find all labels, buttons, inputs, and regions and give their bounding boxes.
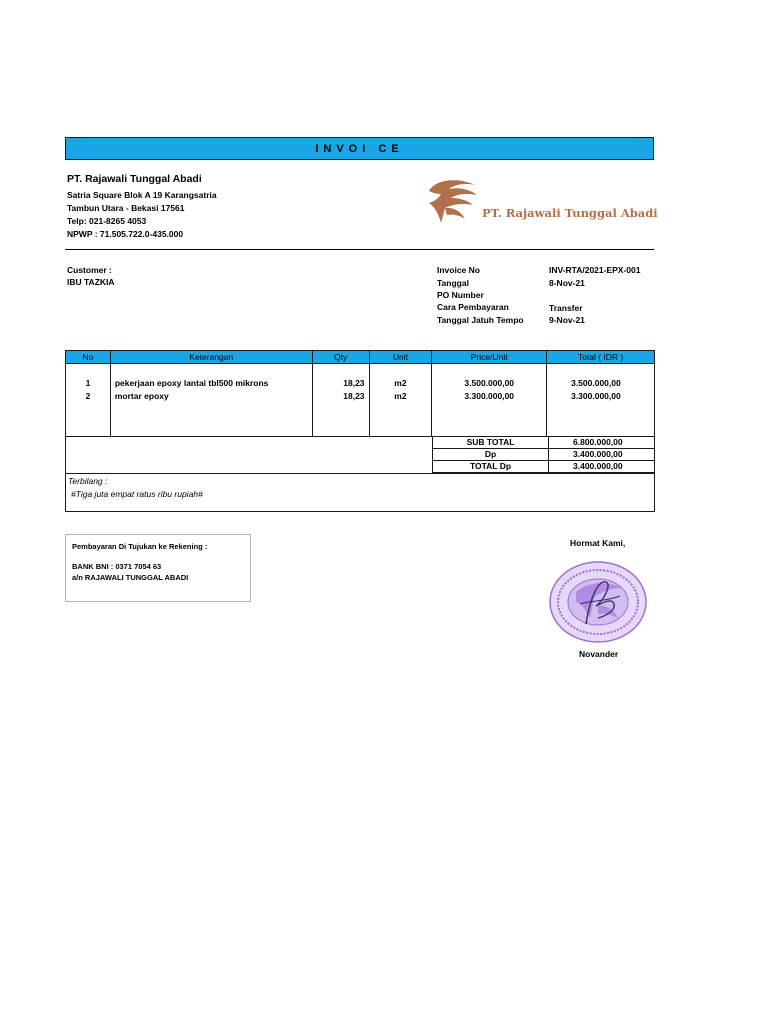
company-name: PT. Rajawali Tunggal Abadi: [67, 173, 202, 185]
bank-account: BANK BNI : 0371 7054 63: [72, 562, 162, 571]
subtotal-label: SUB TOTAL: [433, 437, 549, 448]
row-desc: pekerjaan epoxy lantai tbl500 mikrons: [114, 378, 269, 388]
meta-value: Transfer: [549, 303, 583, 313]
row-total: 3.500.000,00: [571, 378, 621, 388]
meta-label: Tanggal Jatuh Tempo: [437, 315, 524, 325]
col-header-unit: Unit: [369, 351, 432, 364]
row-no: 2: [85, 391, 91, 401]
company-npwp: NPWP : 71.505.722.0-435.000: [67, 229, 184, 239]
dp-value: 3.400.000,00: [573, 449, 623, 459]
cell-no: [66, 364, 111, 437]
stamp-seal-icon: [546, 558, 650, 646]
eagle-logo-icon: [425, 177, 485, 225]
row-total: 3.300.000,00: [571, 391, 621, 401]
company-phone: Telp: 021-8265 4053: [67, 216, 147, 226]
total-dp-value: 3.400.000,00: [573, 461, 623, 471]
bank-info-box: [65, 534, 251, 602]
header-divider: [65, 249, 654, 250]
table-row: [66, 364, 655, 437]
terbilang-text: #Tiga juta empat ratus ribu rupiah#: [71, 489, 203, 499]
meta-label: Cara Pembayaran: [437, 302, 509, 312]
terbilang-divider: [65, 473, 655, 474]
dp-row: [432, 449, 655, 461]
dp-label: Dp: [433, 449, 549, 460]
total-dp-label: TOTAL Dp: [433, 461, 549, 472]
row-price: 3.300.000,00: [464, 391, 515, 401]
row-unit: m2: [394, 378, 407, 388]
col-header-no: No: [66, 351, 111, 364]
cell-price: [432, 364, 547, 437]
subtotal-value: 6.800.000,00: [573, 437, 623, 447]
customer-label: Customer :: [67, 265, 112, 275]
row-qty: 18,23: [343, 378, 365, 388]
bank-instruction: Pembayaran Di Tujukan ke Rekening :: [72, 542, 208, 551]
cell-unit: [369, 364, 432, 437]
meta-label: PO Number: [437, 290, 484, 300]
bank-holder: a/n RAJAWALI TUNGGAL ABADI: [72, 573, 189, 582]
meta-value: 9-Nov-21: [549, 315, 585, 325]
customer-name: IBU TAZKIA: [67, 277, 115, 287]
row-qty: 18,23: [343, 391, 365, 401]
row-unit: m2: [394, 391, 407, 401]
items-table: [65, 350, 655, 437]
invoice-title: INVOI CE: [315, 142, 404, 155]
meta-value: INV-RTA/2021-EPX-001: [549, 265, 641, 275]
terbilang-label: Terbilang :: [68, 476, 108, 486]
row-price: 3.500.000,00: [464, 378, 515, 388]
col-header-keterangan: Keterangan: [110, 351, 312, 364]
meta-value: 8-Nov-21: [549, 278, 585, 288]
cell-qty: [312, 364, 369, 437]
total-dp-row: [432, 461, 655, 473]
table-header-row: [66, 351, 655, 364]
invoice-title-bar: [65, 137, 654, 160]
row-no: 1: [85, 378, 91, 388]
meta-label: Tanggal: [437, 278, 469, 288]
col-header-price: Price/Unit: [432, 351, 547, 364]
cell-total: [547, 364, 655, 437]
cell-desc: [110, 364, 312, 437]
company-address-1: Satria Square Blok A 19 Karangsatria: [67, 190, 217, 200]
logo-wordmark: PT. Rajawali Tunggal Abadi: [482, 206, 658, 220]
company-stamp: [546, 558, 650, 646]
col-header-qty: Qty: [312, 351, 369, 364]
meta-label: Invoice No: [437, 265, 480, 275]
signatory-name: Novander: [579, 649, 619, 659]
signature-greeting: Hormat Kami,: [570, 538, 626, 548]
company-address-2: Tambun Utara - Bekasi 17561: [67, 203, 185, 213]
subtotal-row: [432, 437, 655, 449]
row-desc: mortar epoxy: [114, 391, 169, 401]
col-header-total: Total ( IDR ): [547, 351, 655, 364]
